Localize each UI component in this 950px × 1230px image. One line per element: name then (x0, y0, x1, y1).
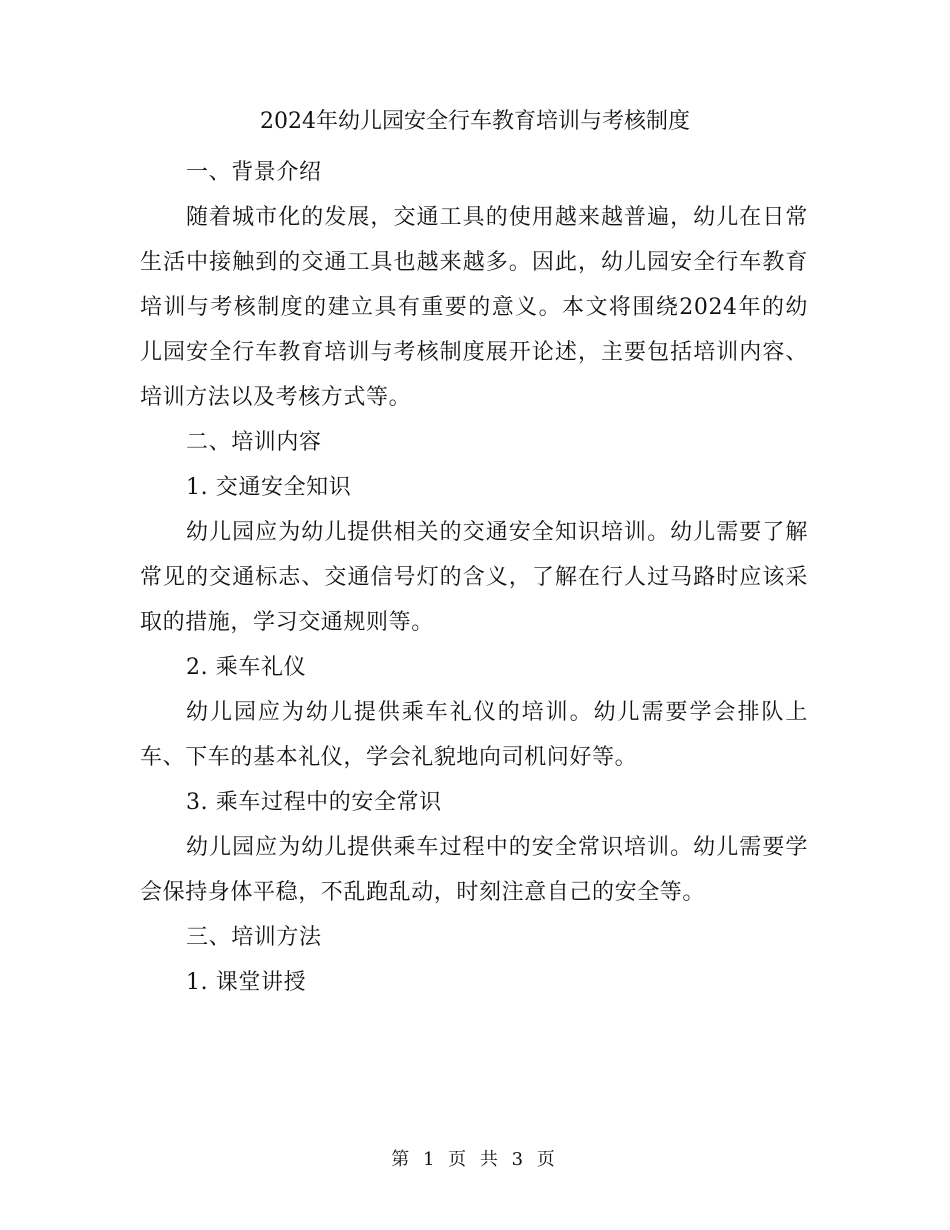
subheading-riding-etiquette: 2. 乘车礼仪 (186, 655, 307, 680)
subheading-classroom-lecture: 1. 课堂讲授 (186, 970, 307, 995)
section-heading-training-content: 二、培训内容 (186, 430, 322, 455)
subheading-traffic-safety: 1. 交通安全知识 (186, 475, 352, 500)
document-body (140, 150, 808, 1005)
paragraph-background: 随着城市化的发展，交通工具的使用越来越普遍，幼儿在日常生活中接触到的交通工具也越来越多。因此，幼儿园安全行车教育培训与考核制度的建立具有重要的意义。本文将围绕2024年的幼儿园安全行车教育培训与考核制度展开论述，主要包括培训内容、培训方法以及考核方式等。 (140, 205, 808, 410)
section-heading-training-methods: 三、培训方法 (186, 925, 322, 950)
paragraph-traffic-safety: 幼儿园应为幼儿提供相关的交通安全知识培训。幼儿需要了解常见的交通标志、交通信号灯的含义，了解在行人过马路时应该采取的措施，学习交通规则等。 (140, 520, 808, 635)
paragraph-riding-etiquette: 幼儿园应为幼儿提供乘车礼仪的培训。幼儿需要学会排队上车、下车的基本礼仪，学会礼貌地向司机问好等。 (140, 700, 808, 770)
subheading-riding-safety: 3. 乘车过程中的安全常识 (186, 790, 442, 815)
document-title: 2024年幼儿园安全行车教育培训与考核制度 (260, 109, 690, 134)
paragraph-riding-safety: 幼儿园应为幼儿提供乘车过程中的安全常识培训。幼儿需要学会保持身体平稳，不乱跑乱动，时刻注意自己的安全等。 (140, 835, 808, 905)
section-heading-background: 一、背景介绍 (186, 160, 322, 185)
page-number-footer: 第 1 页 共 3 页 (391, 1149, 559, 1170)
